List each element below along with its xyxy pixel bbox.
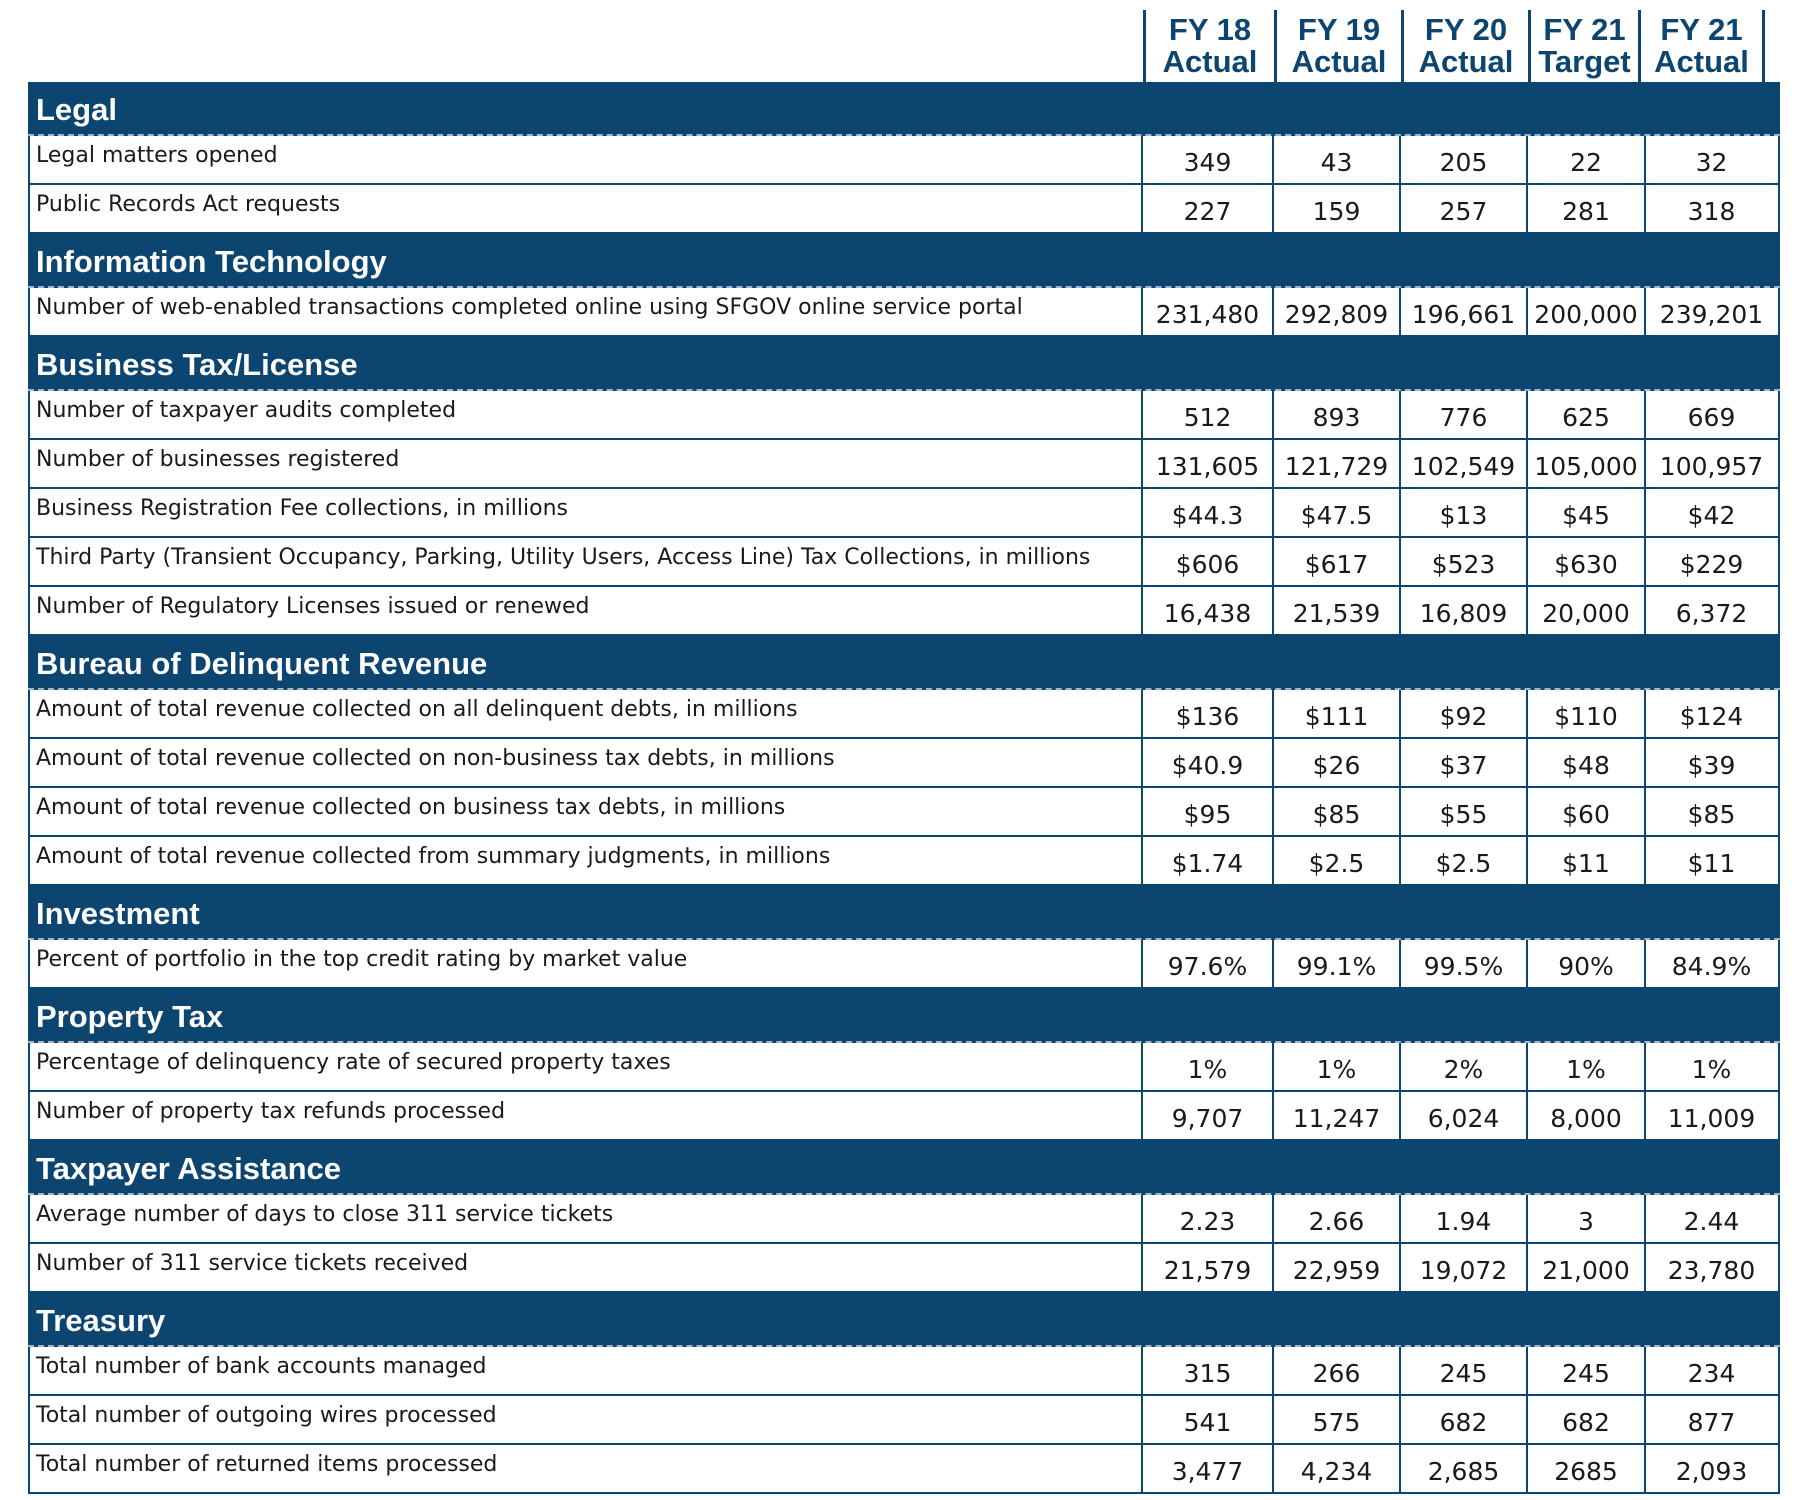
value-cell: 231,480	[1143, 288, 1274, 335]
value-cell: 105,000	[1528, 440, 1646, 487]
value-cell: $617	[1274, 538, 1401, 585]
section-header: Treasury	[28, 1293, 1780, 1347]
table-row	[28, 440, 1780, 489]
table-row	[28, 489, 1780, 538]
value-cell: 227	[1143, 185, 1274, 232]
value-cell: $60	[1528, 788, 1646, 835]
value-cell: 4,234	[1274, 1445, 1401, 1492]
value-cell: 100,957	[1659, 452, 1764, 481]
value-cell: 281	[1528, 185, 1646, 232]
value-cell: 6,024	[1401, 1092, 1528, 1139]
section-header: Information Technology	[28, 234, 1780, 288]
table-row	[28, 288, 1780, 337]
row-label: Number of 311 service tickets received	[30, 1244, 1143, 1291]
value-cell: $48	[1528, 739, 1646, 786]
value-cell: 6,372	[1675, 599, 1748, 628]
value-cell: $45	[1528, 489, 1646, 536]
value-cell: 90%	[1528, 940, 1646, 987]
value-cell: 3,477	[1143, 1445, 1274, 1492]
value-cell: 257	[1401, 185, 1528, 232]
row-label: Amount of total revenue collected on all delinquent debts, in millions	[30, 690, 1143, 737]
value-cell: 575	[1274, 1396, 1401, 1443]
value-cell: 102,549	[1401, 440, 1528, 487]
value-cell: 196,661	[1401, 288, 1528, 335]
row-label: Percent of portfolio in the top credit rating by market value	[30, 940, 1143, 987]
value-cell: 625	[1528, 391, 1646, 438]
table-row	[28, 185, 1780, 234]
value-cell: 512	[1143, 391, 1274, 438]
value-cell: 131,605	[1143, 440, 1274, 487]
row-label: Amount of total revenue collected on non-business tax debts, in millions	[30, 739, 1143, 786]
value-cell: $47.5	[1274, 489, 1401, 536]
value-cell: $37	[1401, 739, 1528, 786]
section-header: Investment	[28, 886, 1780, 940]
table-row	[28, 1347, 1780, 1396]
column-header-type: Actual	[1418, 44, 1514, 79]
section-header: Business Tax/License	[28, 337, 1780, 391]
value-cell: 2.66	[1274, 1195, 1401, 1242]
value-cell: 1%	[1274, 1043, 1401, 1090]
table-row	[28, 788, 1780, 837]
column-header-year: FY 21	[1543, 12, 1626, 47]
value-cell: 32	[1695, 148, 1728, 177]
section-header: Bureau of Delinquent Revenue	[28, 636, 1780, 690]
value-cell: 2,685	[1401, 1445, 1528, 1492]
value-cell: 2.23	[1143, 1195, 1274, 1242]
value-cell: $111	[1274, 690, 1401, 737]
row-label: Total number of outgoing wires processed	[30, 1396, 1143, 1443]
value-cell: 1%	[1143, 1043, 1274, 1090]
value-cell: 234	[1687, 1359, 1736, 1388]
row-label: Amount of total revenue collected from summary judgments, in millions	[30, 837, 1143, 884]
column-header-spacer	[28, 10, 1143, 82]
value-cell: 541	[1143, 1396, 1274, 1443]
value-cell: 23,780	[1667, 1256, 1756, 1285]
value-cell: $85	[1687, 800, 1736, 829]
value-cell: 245	[1401, 1347, 1528, 1394]
value-cell: $136	[1143, 690, 1274, 737]
table-row	[28, 136, 1780, 185]
table-row	[28, 538, 1780, 587]
value-cell: $1.74	[1143, 837, 1274, 884]
value-cell: 349	[1143, 136, 1274, 183]
column-header-type: Target	[1538, 44, 1631, 79]
value-cell: 205	[1401, 136, 1528, 183]
value-cell: 19,072	[1401, 1244, 1528, 1291]
performance-measures-table	[28, 10, 1780, 1494]
value-cell: $124	[1679, 702, 1744, 731]
value-cell: $26	[1274, 739, 1401, 786]
section-header: Taxpayer Assistance	[28, 1141, 1780, 1195]
value-cell: $55	[1401, 788, 1528, 835]
column-header-type: Actual	[1291, 44, 1387, 79]
row-label: Number of property tax refunds processed	[30, 1092, 1143, 1139]
table-row	[28, 1445, 1780, 1494]
value-cell: 8,000	[1528, 1092, 1646, 1139]
table-row	[28, 837, 1780, 886]
value-cell: 159	[1274, 185, 1401, 232]
value-cell: $11	[1528, 837, 1646, 884]
section-header: Property Tax	[28, 989, 1780, 1043]
value-cell: 292,809	[1274, 288, 1401, 335]
value-cell: 16,809	[1401, 587, 1528, 634]
table-row	[28, 1244, 1780, 1293]
value-cell: 9,707	[1143, 1092, 1274, 1139]
row-label: Business Registration Fee collections, in millions	[30, 489, 1143, 536]
row-label: Number of web-enabled transactions completed online using SFGOV online service portal	[30, 288, 1143, 335]
row-label: Percentage of delinquency rate of secured property taxes	[30, 1043, 1143, 1090]
row-label: Number of businesses registered	[30, 440, 1143, 487]
value-cell: $44.3	[1143, 489, 1274, 536]
value-cell: 21,000	[1528, 1244, 1646, 1291]
value-cell: 1%	[1528, 1043, 1646, 1090]
value-cell: 200,000	[1528, 288, 1646, 335]
table-row	[28, 1396, 1780, 1445]
section-header: Legal	[28, 82, 1780, 136]
value-cell: $39	[1687, 751, 1736, 780]
value-cell: $2.5	[1401, 837, 1528, 884]
value-cell: $606	[1143, 538, 1274, 585]
value-cell: 2,093	[1675, 1457, 1748, 1486]
column-header-row	[28, 10, 1780, 82]
value-cell: $11	[1687, 849, 1736, 878]
value-cell: 16,438	[1143, 587, 1274, 634]
value-cell: $13	[1401, 489, 1528, 536]
row-label: Legal matters opened	[30, 136, 1143, 183]
value-cell: 21,579	[1143, 1244, 1274, 1291]
column-header-year: FY 20	[1424, 12, 1508, 47]
value-cell: 21,539	[1274, 587, 1401, 634]
value-cell: 682	[1528, 1396, 1646, 1443]
value-cell: 669	[1687, 403, 1736, 432]
row-label: Total number of bank accounts managed	[30, 1347, 1143, 1394]
value-cell: 3	[1528, 1195, 1646, 1242]
value-cell: 2%	[1401, 1043, 1528, 1090]
row-label: Number of Regulatory Licenses issued or renewed	[30, 587, 1143, 634]
value-cell: $229	[1679, 550, 1744, 579]
row-label: Number of taxpayer audits completed	[30, 391, 1143, 438]
table-row	[28, 587, 1780, 636]
value-cell: $92	[1401, 690, 1528, 737]
value-cell: 239,201	[1659, 300, 1764, 329]
value-cell: 776	[1401, 391, 1528, 438]
column-header-year: FY 19	[1297, 12, 1381, 47]
row-label: Total number of returned items processed	[30, 1445, 1143, 1492]
value-cell: 315	[1143, 1347, 1274, 1394]
table-row	[28, 690, 1780, 739]
column-header-fy21-target	[1528, 10, 1641, 82]
value-cell: 22	[1528, 136, 1646, 183]
value-cell: 1.94	[1401, 1195, 1528, 1242]
table-row	[28, 940, 1780, 989]
column-header-year: FY 21	[1660, 12, 1743, 47]
value-cell: 1%	[1691, 1055, 1732, 1084]
row-label: Public Records Act requests	[30, 185, 1143, 232]
value-cell: 22,959	[1274, 1244, 1401, 1291]
column-header-fy20-actual	[1401, 10, 1531, 82]
table-row	[28, 1195, 1780, 1244]
value-cell: 11,009	[1667, 1104, 1756, 1133]
column-header-fy21-actual	[1638, 10, 1765, 82]
value-cell: $630	[1528, 538, 1646, 585]
value-cell: $85	[1274, 788, 1401, 835]
column-header-fy19-actual	[1274, 10, 1404, 82]
table-row	[28, 1043, 1780, 1092]
value-cell: 43	[1274, 136, 1401, 183]
value-cell: 318	[1687, 197, 1736, 226]
value-cell: 20,000	[1528, 587, 1646, 634]
value-cell: $95	[1143, 788, 1274, 835]
value-cell: $523	[1401, 538, 1528, 585]
value-cell: 877	[1687, 1408, 1736, 1437]
column-header-type: Actual	[1162, 44, 1258, 79]
value-cell: $40.9	[1143, 739, 1274, 786]
value-cell: 2.44	[1683, 1207, 1740, 1236]
value-cell: 11,247	[1274, 1092, 1401, 1139]
column-header-year: FY 18	[1168, 12, 1252, 47]
value-cell: 245	[1528, 1347, 1646, 1394]
value-cell: 266	[1274, 1347, 1401, 1394]
table-row	[28, 1092, 1780, 1141]
value-cell: 893	[1274, 391, 1401, 438]
value-cell: 682	[1401, 1396, 1528, 1443]
column-header-fy18-actual	[1143, 10, 1277, 82]
value-cell: 2685	[1528, 1445, 1646, 1492]
value-cell: $2.5	[1274, 837, 1401, 884]
table-body	[28, 82, 1780, 1494]
value-cell: 121,729	[1274, 440, 1401, 487]
value-cell: 99.1%	[1274, 940, 1401, 987]
column-header-type: Actual	[1654, 44, 1749, 79]
value-cell: 97.6%	[1143, 940, 1274, 987]
table-row	[28, 391, 1780, 440]
value-cell: $110	[1528, 690, 1646, 737]
row-label: Third Party (Transient Occupancy, Parking, Utility Users, Access Line) Tax Collections, in millions	[30, 538, 1143, 585]
row-label: Average number of days to close 311 service tickets	[30, 1195, 1143, 1242]
value-cell: 99.5%	[1401, 940, 1528, 987]
table-row	[28, 739, 1780, 788]
row-label: Amount of total revenue collected on business tax debts, in millions	[30, 788, 1143, 835]
value-cell: 84.9%	[1671, 952, 1752, 981]
value-cell: $42	[1687, 501, 1736, 530]
